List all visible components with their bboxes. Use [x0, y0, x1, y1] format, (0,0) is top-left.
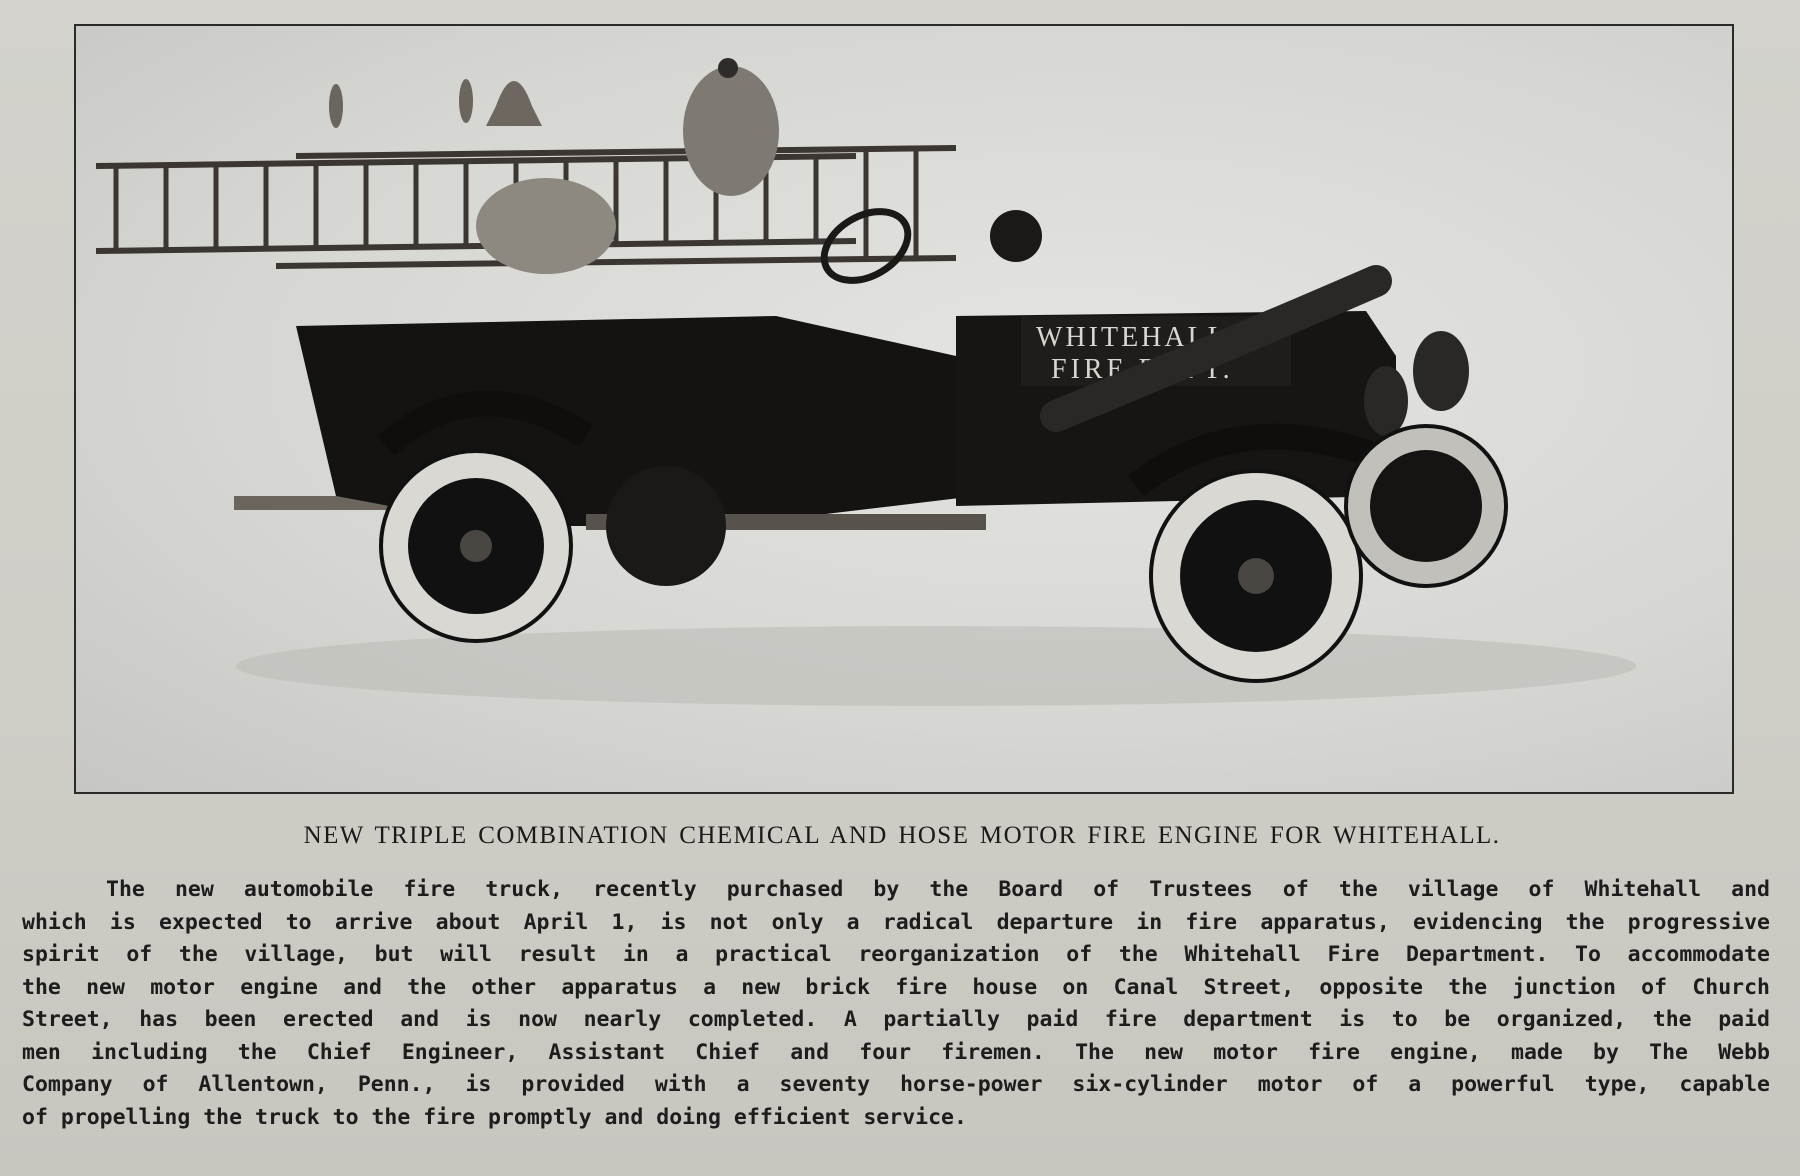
- article-line: Company of Allentown, Penn., is provided with a seventy horse-power six-cylinder motor of a powerful type, capable: [22, 1072, 1770, 1097]
- article-line: men including the Chief Engineer, Assistant Chief and four firemen. The new motor fire engine, made by The Webb: [22, 1039, 1770, 1065]
- article-line: the new motor engine and the other apparatus a new brick fire house on Canal Street, opposite the junction of Church: [22, 974, 1770, 1000]
- door-lettering-line2: FIRE DEPT.: [1051, 354, 1234, 385]
- far-front-wheel: [1346, 426, 1506, 586]
- article-line: of propelling the truck to the fire promptly and doing efficient service.: [22, 1104, 967, 1130]
- photo-caption: NEW TRIPLE COMBINATION CHEMICAL AND HOSE MOTOR FIRE ENGINE FOR WHITEHALL.: [303, 822, 1501, 849]
- fire-engine-photograph: [74, 24, 1734, 794]
- article-line: which is expected to arrive about April 1, is not only a radical departure in fire apparatus, evidencing the progressive: [22, 909, 1770, 935]
- door-lettering-line1: WHITEHALL: [1036, 322, 1228, 353]
- rear-wheel: [381, 451, 571, 641]
- front-wheel: [1151, 471, 1361, 681]
- article-line: The new automobile fire truck, recently purchased by the Board of Trustees of the village of Whitehall and: [106, 877, 1770, 902]
- article-line: Street, has been erected and is now nearly completed. A partially paid fire department is to be organized, the paid: [22, 1007, 1770, 1032]
- article-body: [22, 874, 1770, 1134]
- far-rear-wheel: [606, 466, 726, 586]
- fire-engine-illustration: [76, 26, 1732, 792]
- article-line: spirit of the village, but will result in a practical reorganization of the Whitehall Fire Department. To accommodate: [22, 942, 1770, 967]
